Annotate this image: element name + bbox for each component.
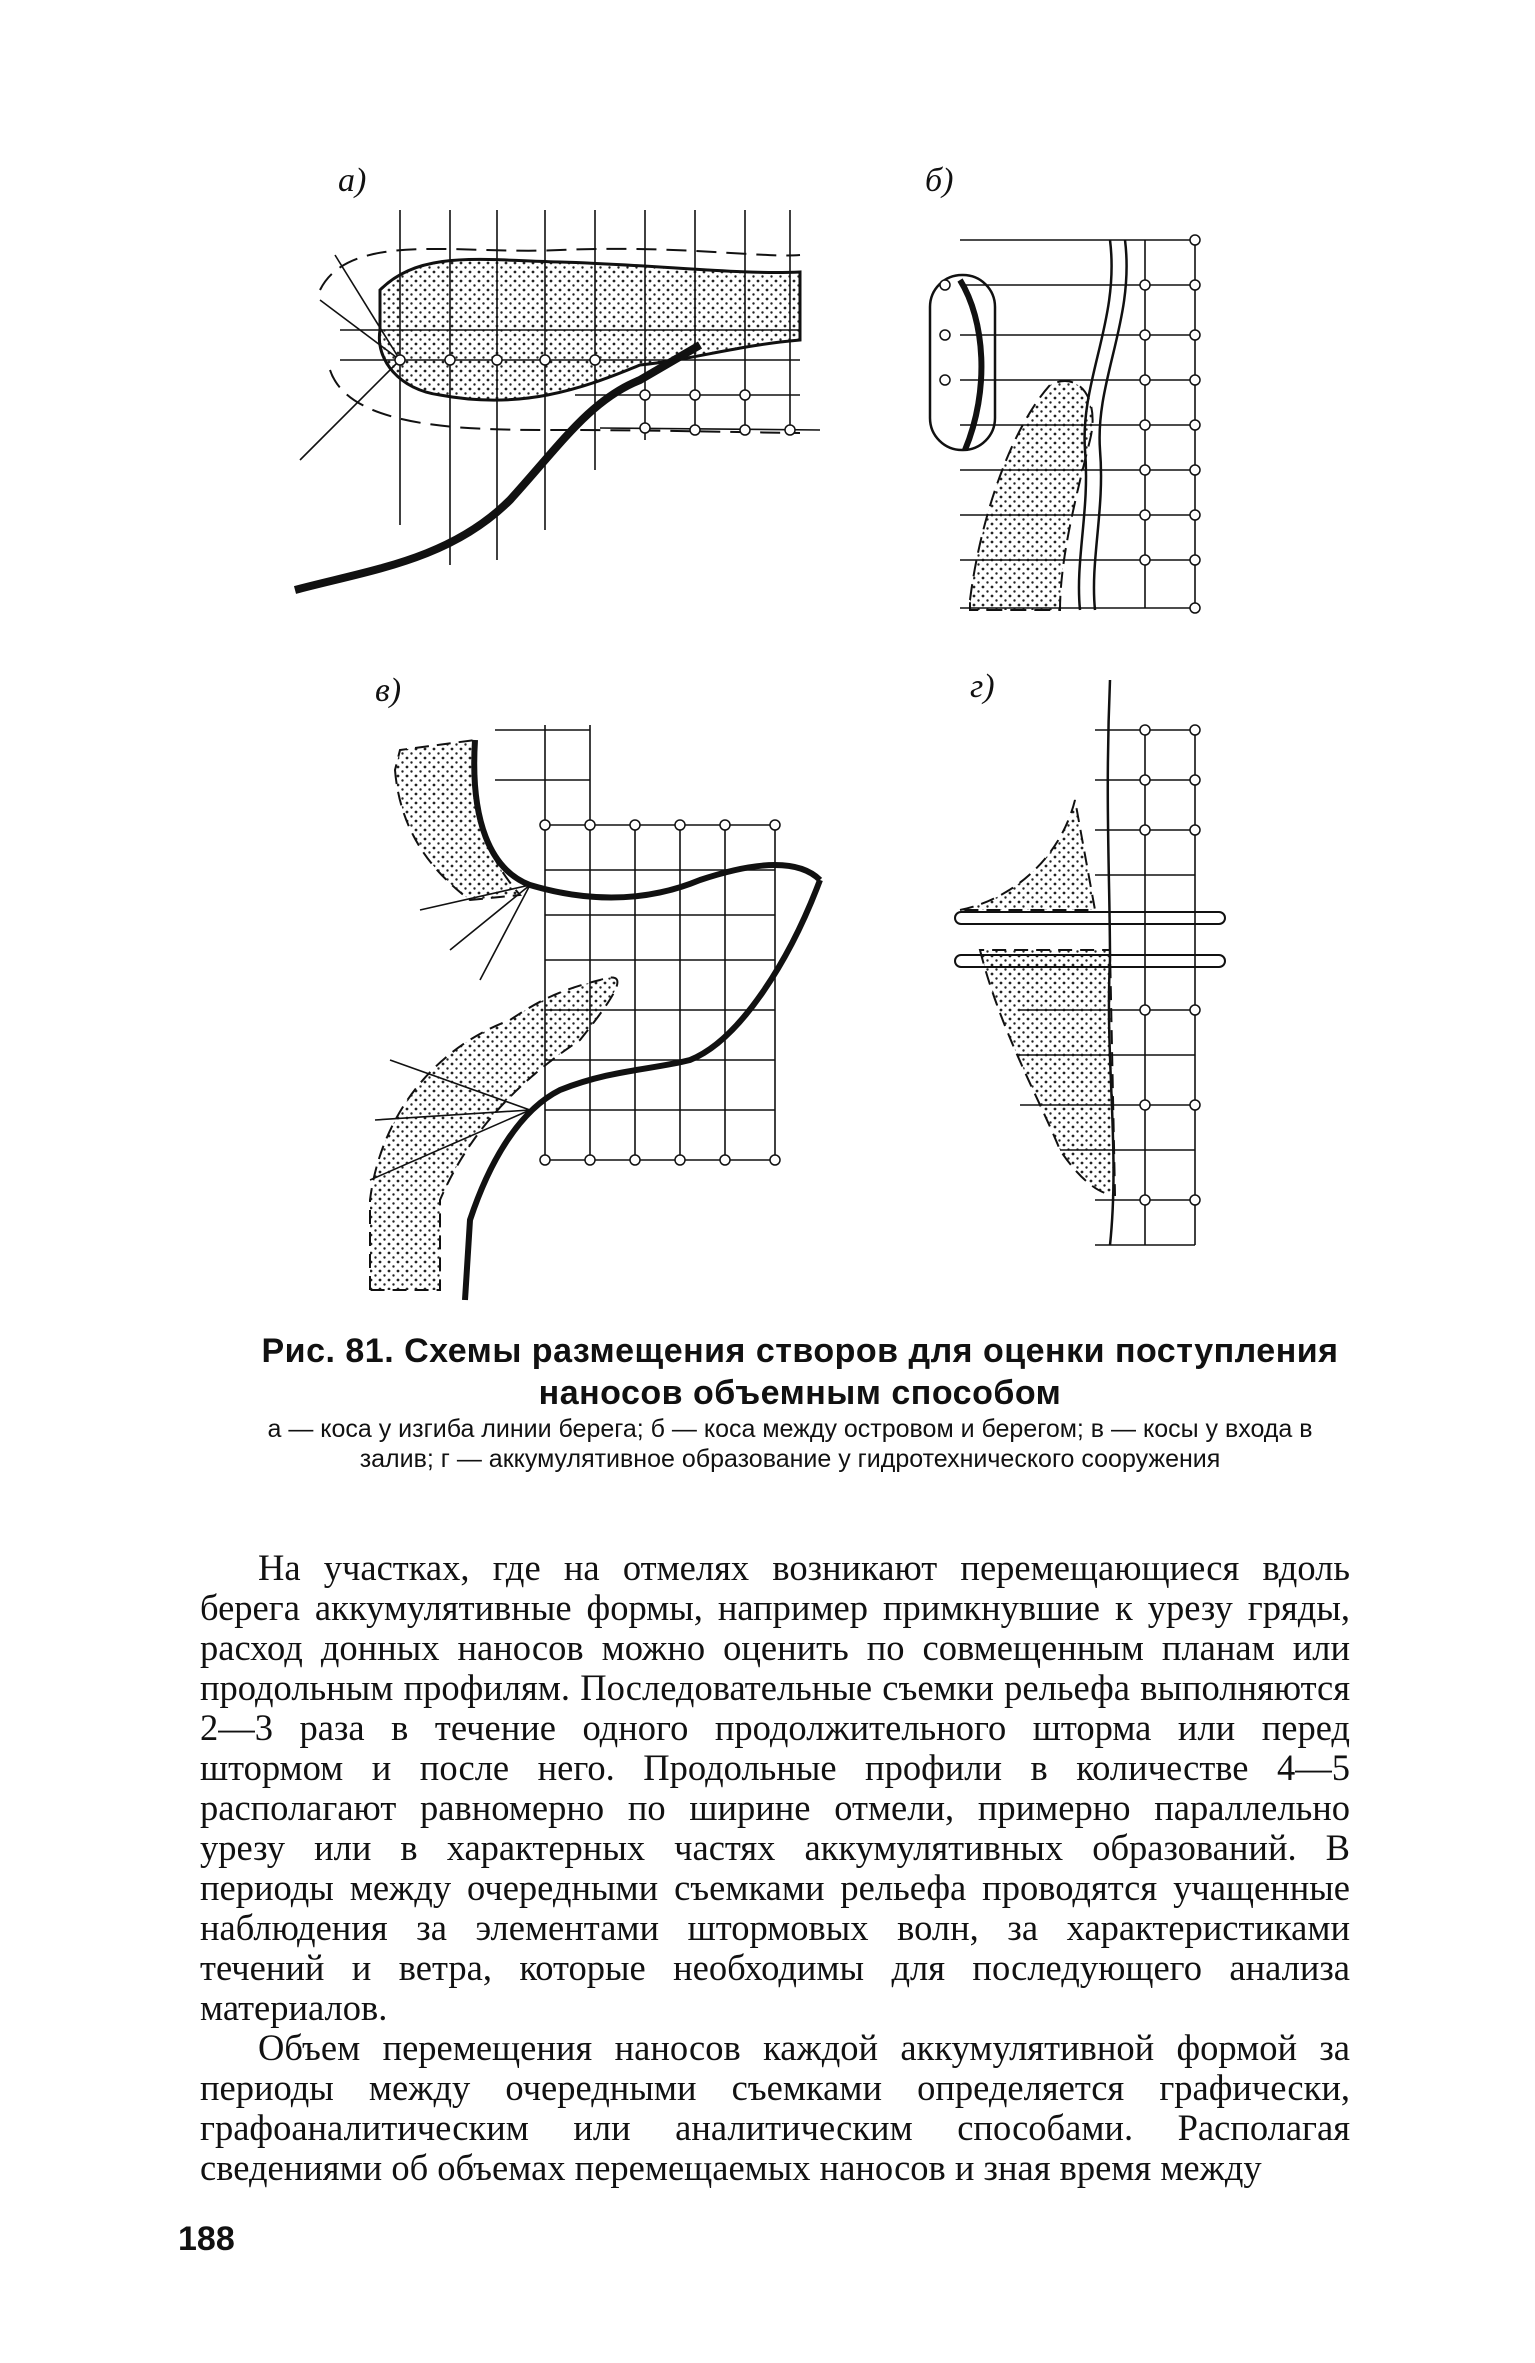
panel-v-diagram: [370, 725, 820, 1300]
panel-g-diagram: [955, 680, 1225, 1245]
paragraph-2: Объем перемещения наносов каждой аккумулятивной формой за периоды между очередными съемками определяется графически, графоаналитическим или аналитическим способами. Располагая сведениями об объемах перемещаемых наносов и зная время между: [200, 2027, 1350, 2188]
figure-caption-title: Рис. 81. Схемы размещения створов для оценки поступления наносов объемным способом: [261, 1332, 1339, 1412]
panel-label-b: б): [925, 162, 954, 199]
page-number: 188: [178, 2220, 235, 2258]
paragraph-1: На участках, где на отмелях возникают перемещающиеся вдоль берега аккумулятивные формы, например примкнувшие к урезу гряды, расход донных наносов можно оценить по совмещенным планам или продольным профилям. Последовательные съемки рельефа выполняются 2—3 раза в течение одного продолжительного шторма или перед штормом и после него. Продольные профили в количестве 4—5 располагают равномерно по ширине отмели, примерно параллельно урезу или в характерных частях аккумулятивных образований. В периоды между очередными съемками рельефа проводятся учащенные наблюдения за элементами штормовых волн, за характеристиками течений и ветра, которые необходимы для последующего анализа материалов.: [200, 1547, 1350, 2028]
body-text: [200, 1548, 1350, 2188]
figure-caption-legend: а — коса у изгиба линии берега; б — коса между островом и берегом; в — косы у входа в залив; г — аккумулятивное образование у гидротехнического сооружения: [267, 1415, 1313, 1473]
panel-label-v: в): [375, 672, 402, 709]
panel-label-a: а): [338, 162, 367, 199]
panel-a-diagram: [295, 210, 820, 590]
panel-b-diagram: [930, 235, 1200, 613]
panel-label-g: г): [970, 668, 995, 705]
